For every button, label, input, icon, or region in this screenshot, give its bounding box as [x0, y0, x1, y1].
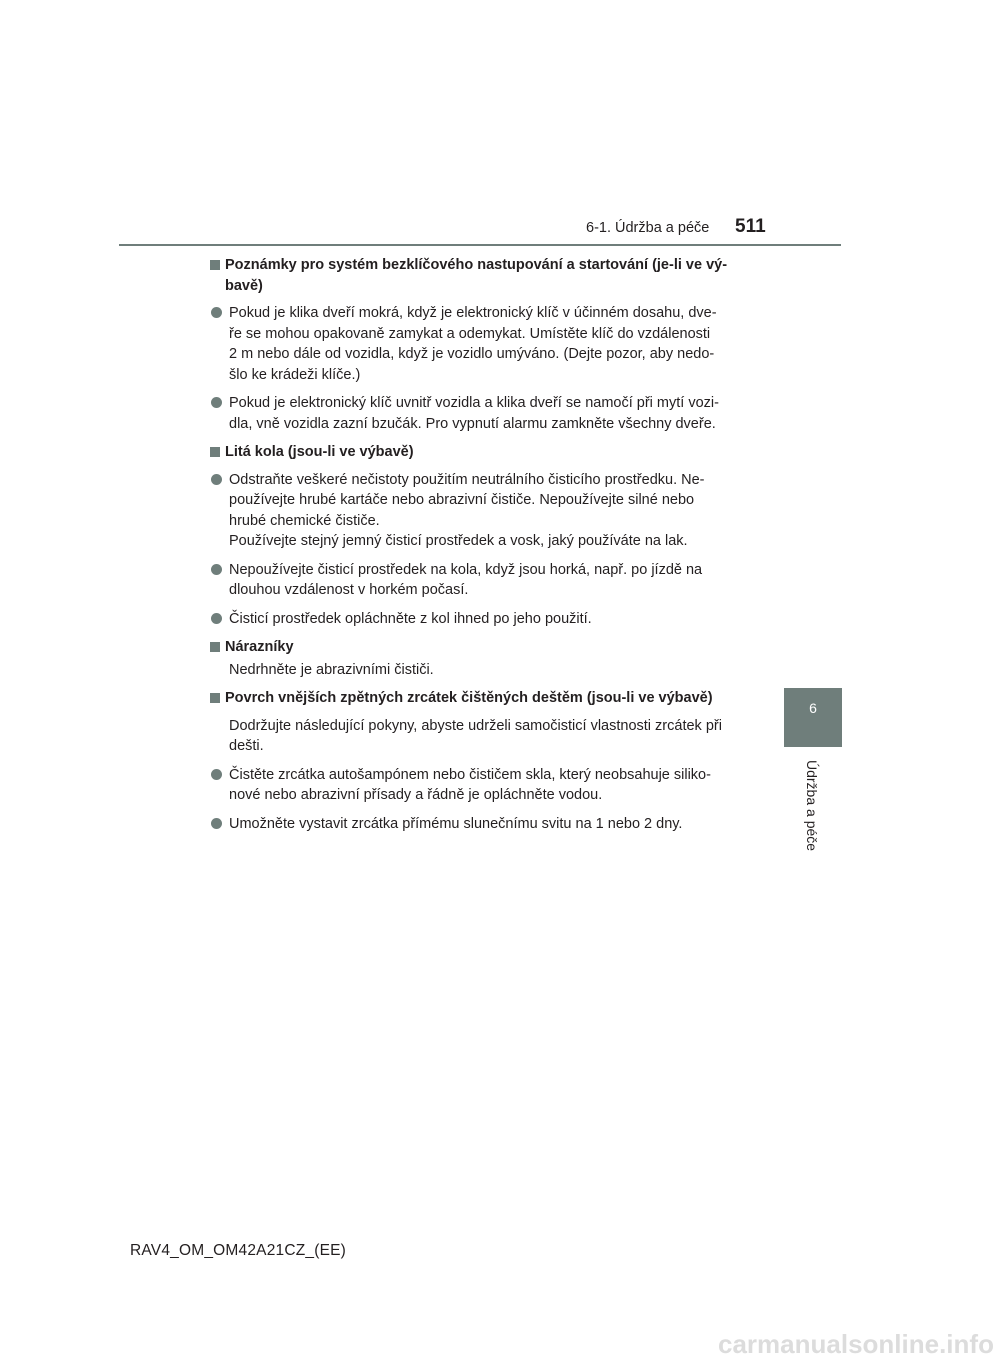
heading-text: Litá kola (jsou-li ve výbavě)	[225, 444, 414, 460]
watermark-text: carmanualsonline.info	[718, 1329, 994, 1359]
heading-line: Poznámky pro systém bezklíčového nastupování a startování (je-li ve vý-	[225, 257, 728, 273]
page-number: 511	[735, 216, 766, 237]
bullet-line: 2 m nebo dále od vozidla, když je vozidlo umýváno. (Dejte pozor, aby nedo-	[229, 346, 715, 362]
bullet-line: Umožněte vystavit zrcátka přímému slunečnímu svitu na 1 nebo 2 dny.	[229, 815, 683, 832]
section-heading	[209, 688, 751, 709]
bullet-line: dla, vně vozidla zazní bzučák. Pro vypnutí alarmu zamkněte všechny dveře.	[229, 415, 716, 432]
section-title: 6-1. Údržba a péče	[586, 220, 710, 236]
bullet-item	[209, 814, 751, 835]
bullet-line: Používejte stejný jemný čisticí prostředek a vosk, jaký používáte na lak.	[229, 533, 688, 549]
bullet-line: Odstraňte veškeré nečistoty použitím neutrálního čisticího prostředku. Ne-	[229, 471, 705, 488]
bullet-line: ře se mohou opakovaně zamykat a odemykat. Umístěte klíč do vzdálenosti	[229, 325, 711, 342]
bullet-line: nové nebo abrazivní přísady a řádně je opláchněte vodou.	[229, 787, 603, 803]
square-bullet-icon	[210, 642, 220, 652]
chapter-label: Údržba a péče	[804, 760, 820, 852]
bullet-line: Pokud je klika dveří mokrá, když je elektronický klíč v účinném dosahu, dve-	[229, 305, 717, 321]
watermark	[718, 1329, 994, 1359]
heading-text: Nárazníky	[225, 639, 294, 655]
bullet-line: Nepoužívejte čisticí prostředek na kola, když jsou horká, např. po jízdě na	[229, 561, 703, 578]
document-code: RAV4_OM_OM42A21CZ_(EE)	[130, 1242, 347, 1259]
bullet-item	[209, 393, 751, 434]
square-bullet-icon	[210, 693, 220, 703]
square-bullet-icon	[210, 260, 220, 270]
bullet-item	[209, 609, 751, 630]
section-heading	[209, 637, 751, 658]
bullet-line: hrubé chemické čističe.	[229, 512, 380, 529]
paragraph-line: dešti.	[229, 738, 264, 754]
bullet-item	[209, 765, 751, 806]
bullet-line: Čistěte zrcátka autošampónem nebo čističem skla, který neobsahuje siliko-	[229, 766, 711, 783]
circle-bullet-icon	[211, 613, 222, 624]
circle-bullet-icon	[211, 564, 222, 575]
page-content	[209, 255, 751, 842]
bullet-line: Čisticí prostředek opláchněte z kol ihned po jeho použití.	[229, 610, 592, 627]
paragraph: Nedrhněte je abrazivními čističi.	[229, 661, 434, 678]
square-bullet-icon	[210, 447, 220, 457]
paragraph-line: Dodržujte následující pokyny, abyste udrželi samočisticí vlastnosti zrcátek při	[229, 717, 722, 734]
heading-text: Povrch vnějších zpětných zrcátek čištěných deštěm (jsou-li ve výbavě)	[225, 690, 713, 706]
paragraph	[209, 716, 751, 757]
circle-bullet-icon	[211, 474, 222, 485]
bullet-line: dlouhou vzdálenost v horkém počasí.	[229, 582, 469, 598]
chapter-tab	[784, 688, 842, 747]
bullet-item	[209, 303, 751, 385]
header-divider	[119, 244, 841, 246]
bullet-item	[209, 560, 751, 601]
bullet-item	[209, 470, 751, 552]
bullet-line: šlo ke krádeži klíče.)	[229, 366, 361, 383]
section-heading	[209, 442, 751, 463]
chapter-number: 6	[809, 700, 817, 716]
bullet-line: používejte hrubé kartáče nebo abrazivní čističe. Nepoužívejte silné nebo	[229, 492, 695, 508]
heading-line: bavě)	[225, 277, 263, 294]
circle-bullet-icon	[211, 769, 222, 780]
bullet-line: Pokud je elektronický klíč uvnitř vozidla a klika dveří se namočí při mytí vozi-	[229, 395, 719, 411]
circle-bullet-icon	[211, 397, 222, 408]
circle-bullet-icon	[211, 818, 222, 829]
section-heading	[209, 255, 751, 296]
circle-bullet-icon	[211, 307, 222, 318]
